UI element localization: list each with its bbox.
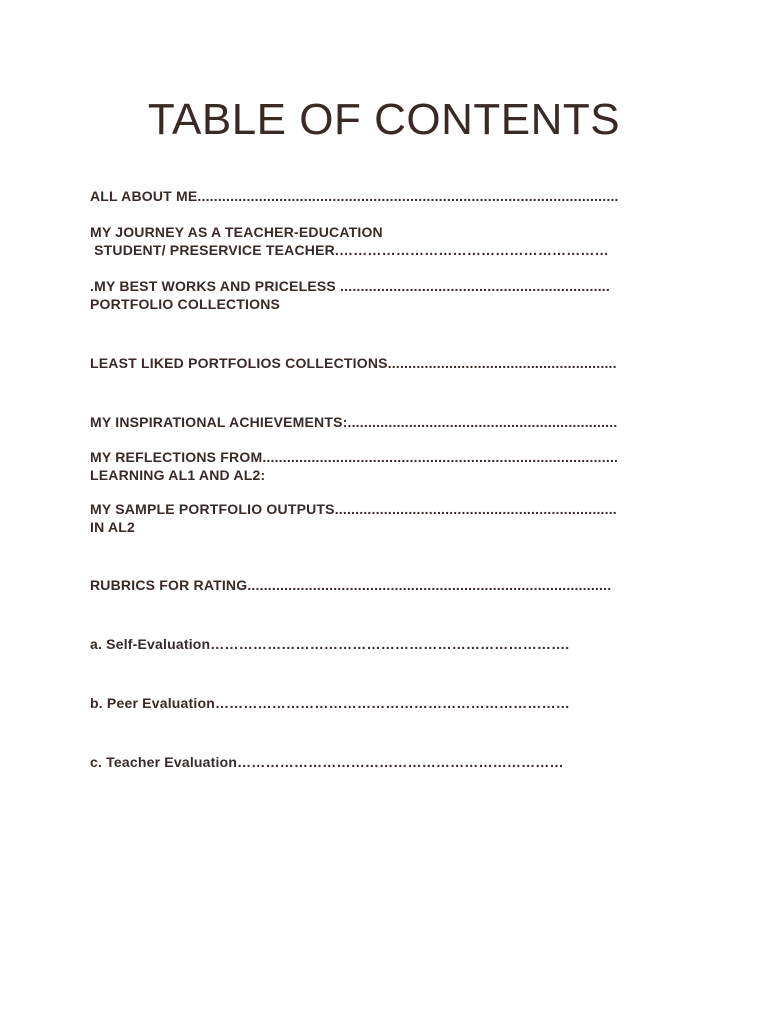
toc-entry-peer-evaluation: b. Peer Evaluation………………………………………………………………… bbox=[90, 695, 570, 711]
toc-entry-best-works-line-2: PORTFOLIO COLLECTIONS bbox=[90, 296, 281, 312]
toc-entry-sample-outputs-line-1: MY SAMPLE PORTFOLIO OUTPUTS..................................................................... bbox=[90, 501, 617, 517]
toc-entry-rubrics: RUBRICS FOR RATING......................................................................................... bbox=[90, 577, 612, 593]
page-title: TABLE OF CONTENTS bbox=[147, 95, 621, 144]
toc-entry-my-journey-line-2: STUDENT/ PRESERVICE TEACHER.………………………………………………… bbox=[90, 242, 609, 258]
toc-entry-my-journey-line-1: MY JOURNEY AS A TEACHER-EDUCATION bbox=[90, 224, 383, 240]
toc-entry-all-about-me: ALL ABOUT ME....................................................................................................... bbox=[90, 188, 619, 204]
toc-entry-least-liked: LEAST LIKED PORTFOLIOS COLLECTIONS........................................................ bbox=[90, 355, 617, 371]
toc-entry-inspirational-achievements: MY INSPIRATIONAL ACHIEVEMENTS:.................................................................. bbox=[90, 414, 618, 430]
toc-entry-reflections-line-2: LEARNING AL1 AND AL2: bbox=[90, 467, 266, 483]
toc-entry-reflections-line-1: MY REFLECTIONS FROM....................................................................................... bbox=[90, 449, 619, 465]
toc-entry-self-evaluation: a. Self-Evaluation…………………………………………………………………. bbox=[90, 636, 570, 652]
toc-entry-teacher-evaluation: c. Teacher Evaluation…………………………………………………………… bbox=[90, 754, 564, 770]
toc-entry-sample-outputs-line-2: IN AL2 bbox=[90, 519, 136, 535]
toc-entry-best-works-line-1: .MY BEST WORKS AND PRICELESS .................................................................. bbox=[90, 278, 610, 294]
